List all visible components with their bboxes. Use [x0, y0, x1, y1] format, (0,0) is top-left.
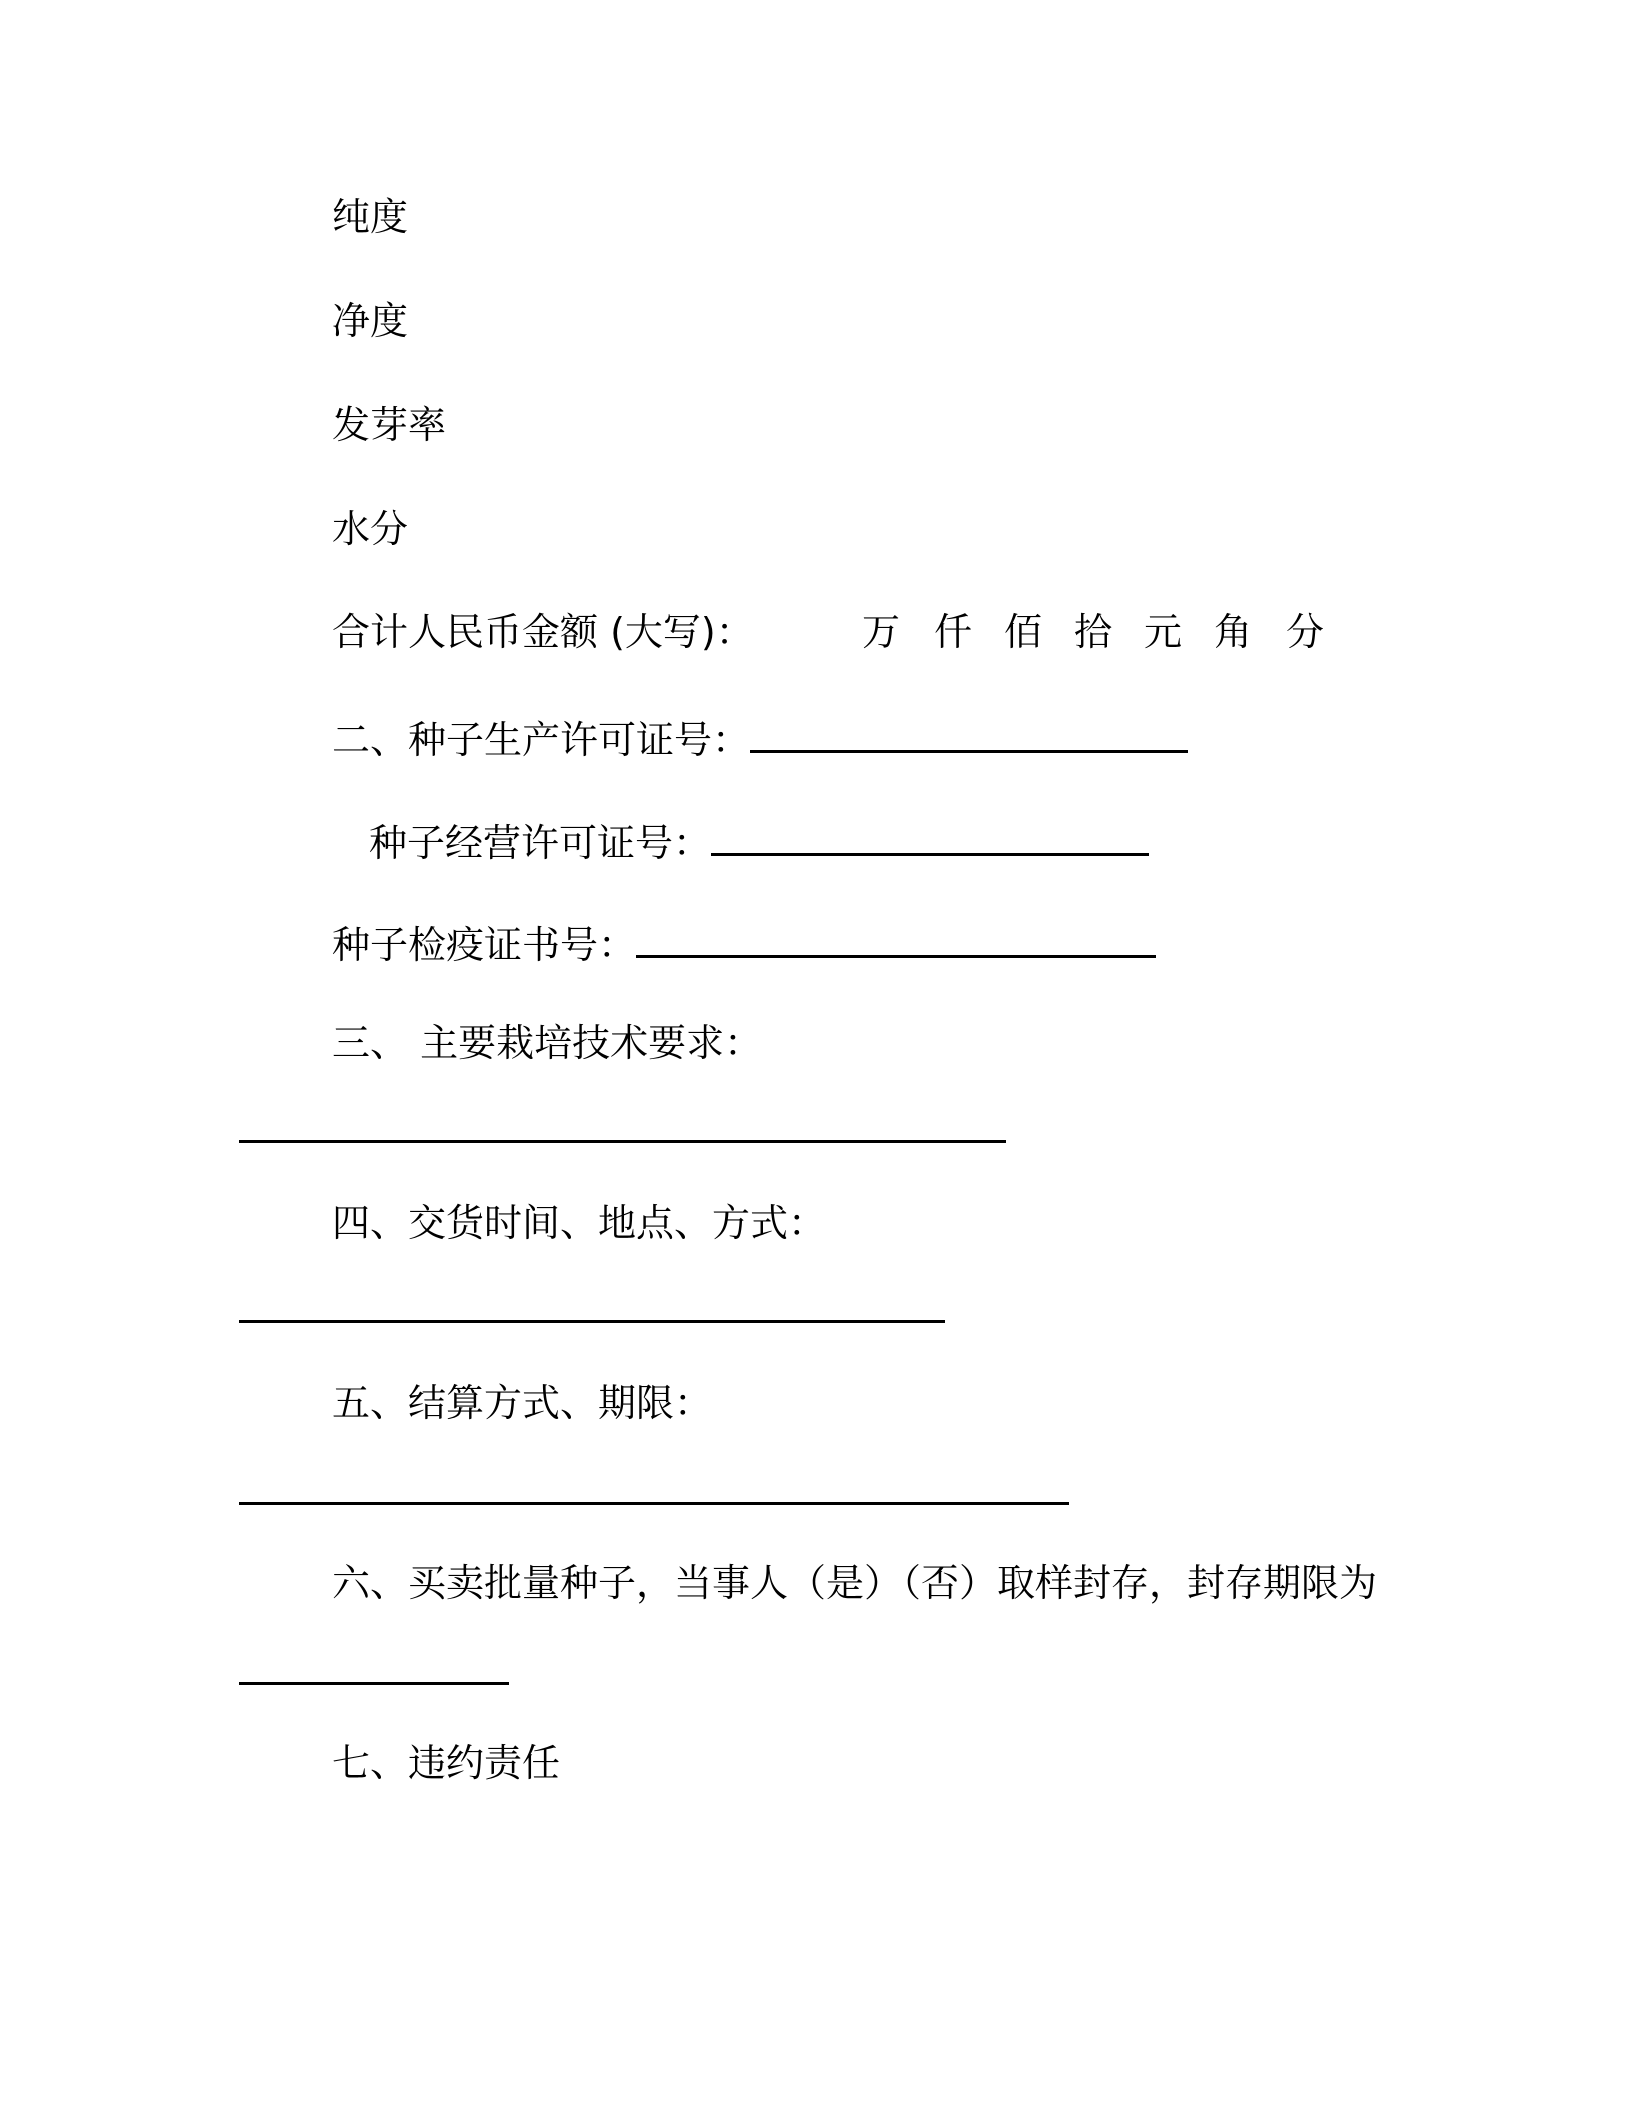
section5-blank-line[interactable]	[239, 1502, 1069, 1505]
production-license-row	[332, 714, 1188, 765]
section3-blank-line[interactable]	[239, 1140, 1006, 1143]
section4-blank-line[interactable]	[239, 1320, 945, 1323]
section7-heading: 七、违约责任	[332, 1741, 561, 1785]
section6-text: 六、买卖批量种子，当事人（是）（否）取样封存，封存期限为	[332, 1561, 1378, 1605]
item-germination-rate: 发芽率	[332, 403, 447, 447]
item-moisture: 水分	[332, 507, 409, 551]
unit-jiao: 角	[1214, 610, 1253, 654]
business-license-blank[interactable]	[711, 817, 1149, 856]
quarantine-cert-row	[332, 919, 1156, 970]
production-license-label: 二、种子生产许可证号：	[332, 718, 751, 762]
section6-blank-line[interactable]	[239, 1682, 509, 1685]
unit-qian: 仟	[934, 610, 973, 654]
item-cleanliness: 净度	[332, 299, 409, 343]
business-license-label: 种子经营许可证号：	[369, 821, 712, 865]
section3-heading: 三、 主要栽培技术要求：	[332, 1021, 763, 1065]
section5-heading: 五、结算方式、期限：	[332, 1381, 713, 1425]
quarantine-cert-label: 种子检疫证书号：	[332, 923, 637, 967]
production-license-blank[interactable]	[750, 714, 1188, 753]
section4-heading: 四、交货时间、地点、方式：	[332, 1201, 827, 1245]
quarantine-cert-blank[interactable]	[636, 919, 1156, 958]
item-purity: 纯度	[332, 195, 409, 239]
total-amount-label: 合计人民币金额 (大写)：	[332, 610, 754, 654]
unit-yuan: 元	[1144, 610, 1183, 654]
business-license-row	[369, 817, 1149, 868]
unit-bai: 佰	[1004, 610, 1043, 654]
unit-fen: 分	[1286, 610, 1325, 654]
unit-wan: 万	[862, 610, 901, 654]
unit-shi: 拾	[1074, 610, 1113, 654]
